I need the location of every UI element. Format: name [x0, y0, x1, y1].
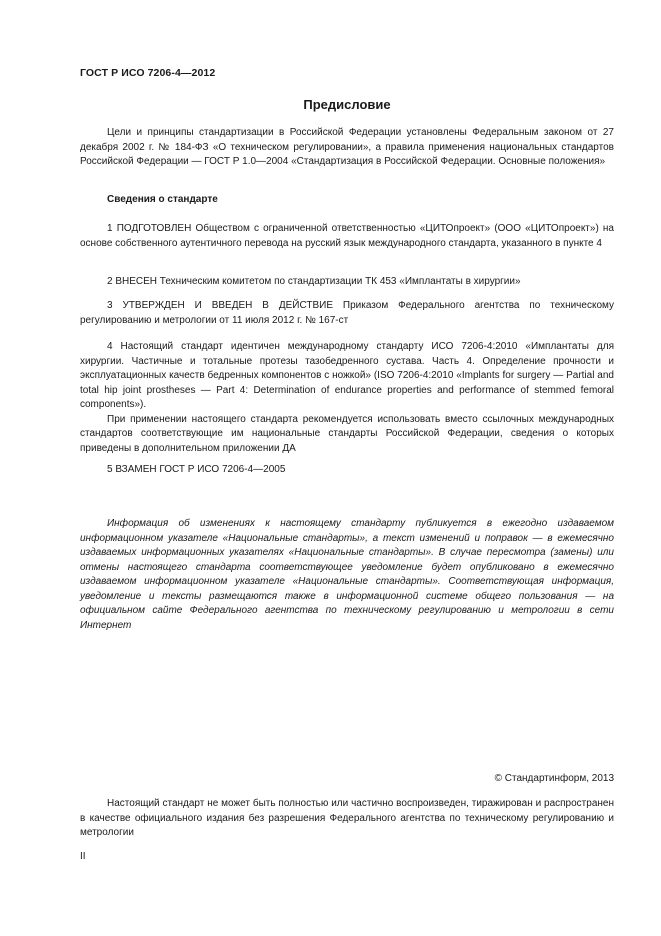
reproduction-notice: Настоящий стандарт не может быть полностью или частично воспроизведен, тиражирован и распространен в качестве официального издания без разрешения Федерального агентства по техническому регулированию и метрологии — [80, 798, 614, 838]
changes-info: Информация об изменениях к настоящему стандарту публикуется в ежегодно издаваемом информационном указателе «Национальные стандарты», а текст изменений и поправок — в ежемесячно издаваемых информационных указателях «Национальные стандарты». В случае пересмотра (замены) или отмены настоящего стандарта соответствующее уведомление будет опубликовано в ежемесячно издаваемом информационном указателе «Национальные стандарты». Соответствующая информация, уведомление и тексты размещаются также в информационной системе общего пользования — на официальном сайте Федерального агентства по техническому регулированию и метрологии в сети Интернет — [80, 518, 614, 631]
item-identical — [80, 340, 614, 456]
standard-info-subheading: Сведения о стандарте — [107, 194, 218, 205]
document-header-id: ГОСТ Р ИСО 7206-4—2012 — [80, 67, 216, 79]
item-approved: 3 УТВЕРЖДЕН И ВВЕДЕН В ДЕЙСТВИЕ Приказом Федерального агентства по техническому регулированию и метрологии от 11 июля 2012 г. № 167-ст — [80, 300, 614, 326]
foreword-title: Предисловие — [303, 97, 391, 112]
item-prepared: 1 ПОДГОТОВЛЕН Обществом с ограниченной ответственностью «ЦИТОпроект» (ООО «ЦИТОпроект») на основе собственного аутентичного перевода на русский язык международного стандарта, указанного в пункте 4 — [80, 223, 614, 249]
item-submitted: 2 ВНЕСЕН Техническим комитетом по стандартизации ТК 453 «Имплантаты в хирургии» — [107, 276, 521, 287]
foreword-intro: Цели и принципы стандартизации в Российской Федерации установлены Федеральным законом от 27 декабря 2002 г. № 184-ФЗ «О техническом регулировании», а правила применения национальных стандартов Российской Федерации — ГОСТ Р 1.0—2004 «Стандартизация в Российской Федерации. Основные положения» — [80, 127, 614, 167]
item-identical-text: 4 Настоящий стандарт идентичен международному стандарту ИСО 7206-4:2010 «Имплантаты для хирургии. Частичные и тотальные протезы тазобедренного сустава. Часть 4. Определение прочности и эксплуатационных качеств бедренных компонентов с ножкой» (ISO 7206-4:2010 «Implants for surgery — Partial and total hip joint prostheses — Part 4: Determination of endurance properties and performance of stemmed femoral components»). — [80, 341, 614, 410]
item-replaces: 5 ВЗАМЕН ГОСТ Р ИСО 7206-4—2005 — [107, 464, 286, 475]
item-identical-note: При применении настоящего стандарта рекомендуется использовать вместо ссылочных международных стандартов соответствующие им национальные стандарты Российской Федерации, сведения о которых приведены в дополнительном приложении ДА — [80, 413, 614, 454]
copyright-line: © Стандартинформ, 2013 — [494, 773, 614, 784]
page-number: II — [80, 851, 86, 862]
